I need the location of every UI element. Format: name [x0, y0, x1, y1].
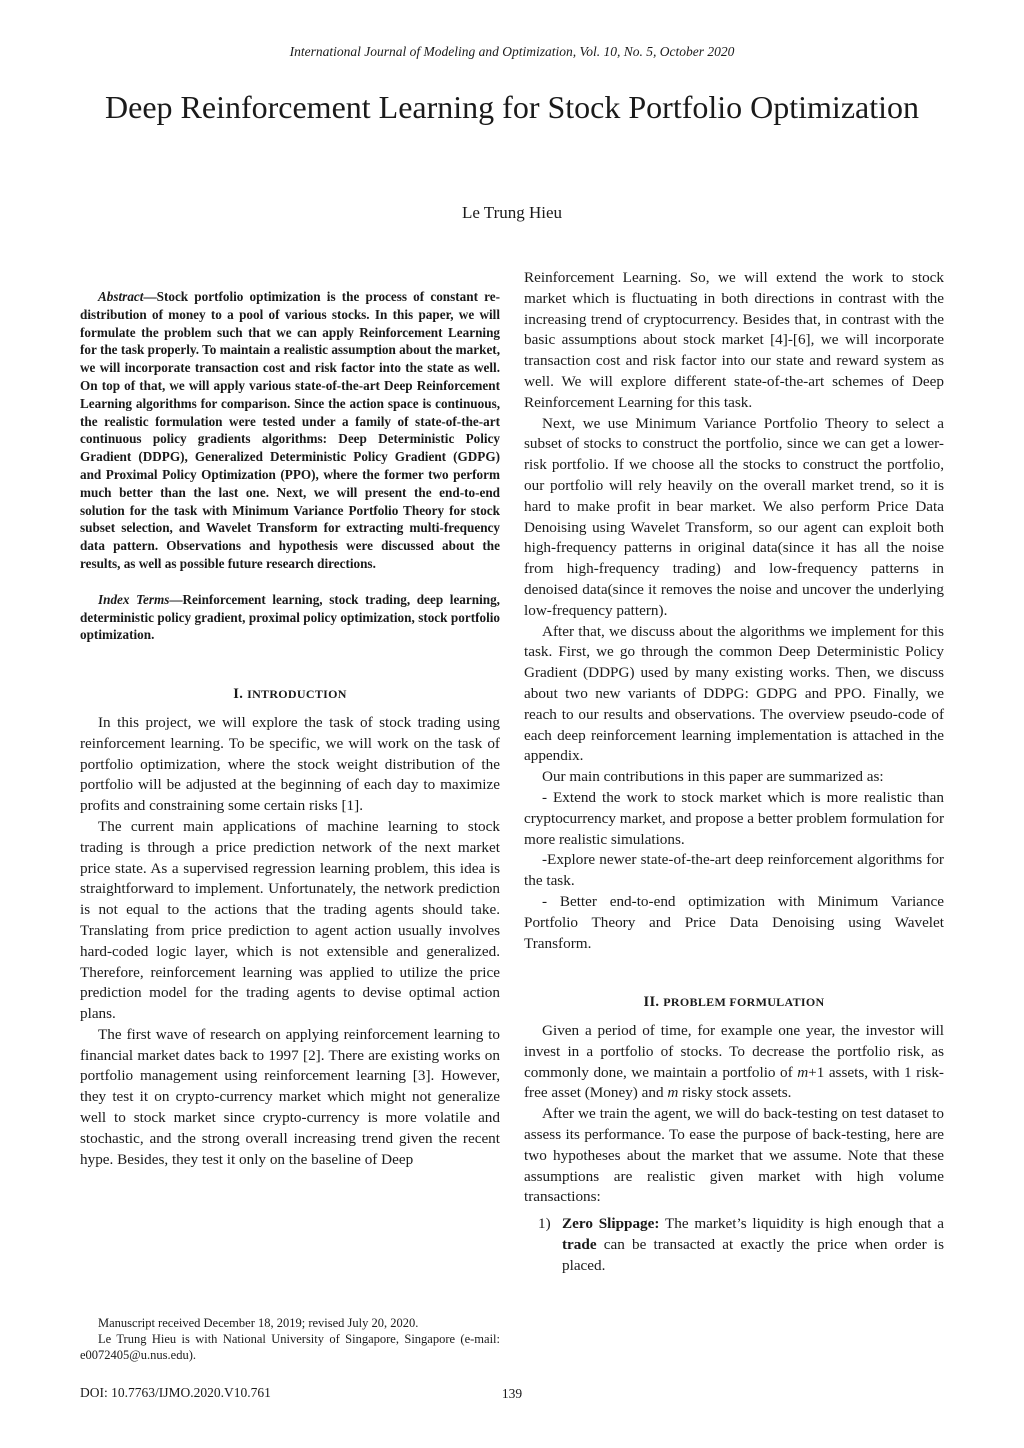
assumption-item — [524, 1214, 944, 1276]
index-terms-label: Index Terms — [98, 591, 170, 607]
text-run: The market’s liquidity is high enough that a — [659, 1215, 944, 1233]
intro-paragraph: The first wave of research on applying reinforcement learning to financial market dates back to 1997 [2]. There are existing works on portfolio management using reinforcement learning [3]. However, they test it on crypto-currency market which might not generalize well to stock market since crypto-currency is more volatile and stochastic, and the strong overall increasing trend given the recent hype. Besides, they test it only on the baseline of Deep — [80, 1025, 500, 1168]
list-number: 1) — [538, 1215, 551, 1233]
text-run: trade — [562, 1236, 597, 1254]
section-title: INTRODUCTION — [247, 687, 347, 702]
section-heading-introduction — [80, 684, 500, 705]
intro-continued-paragraph: Reinforcement Learning. So, we will extend the work to stock market which is fluctuating in both directions in contrast with the increasing trend of cryptocurrency. Besides that, in contrast with the basic assumptions about stock market [4]-[6], we will incorporate transaction cost and risk factor into our state and reward system as well. We will explore different state-of-the-art schemes of Deep Reinforcement Learning for this task. — [524, 269, 944, 411]
abstract-text: —Stock portfolio optimization is the process of constant re-distribution of money to a pool of various stocks. In this paper, we will formulate the problem such that we can apply Reinforcement Learning for the task properly. To maintain a realistic assumption about the market, we will incorporate transaction cost and risk factor into the state as well. On top of that, we will apply various state-of-the-art Deep Reinforcement Learning algorithms for comparison. Since the action space is continuous, the realistic formulation were tested under a family of state-of-the-art continuous policy gradients algorithms: Deep Deterministic Policy Gradient (DDPG), Generalized Deterministic Policy Gradient (GDPG) and Proximal Policy Optimization (PPO), where the former two perform much better than the last one. Next, we will present the end-to-end solution for the task with Minimum Variance Portfolio Theory for stock subset selection, and Wavelet Transform for extracting multi-frequency data pattern. Observations and hypothesis were discussed about the results, as well as possible future research directions. — [80, 289, 500, 571]
section-heading-problem-formulation — [524, 992, 944, 1013]
index-terms-text: —Reinforcement learning, stock trading, deep learning, deterministic policy gradient, proximal policy optimization, stock portfolio optimization. — [80, 591, 500, 643]
abstract — [80, 288, 500, 573]
math-var: m — [667, 1084, 679, 1102]
footnote-affiliation: Le Trung Hieu is with National University of Singapore, Singapore (e-mail: e0072405@u.nus.edu). — [80, 1332, 500, 1362]
intro-paragraph: Next, we use Minimum Variance Portfolio Theory to select a subset of stocks to construct the portfolio, since we can get a lower-risk portfolio. If we choose all the stocks to construct the portfolio, our portfolio will rely heavily on the overall market trend, so it is hard to make profit in bear market. We also perform Price Data Denoising using Wavelet Transform, so our agent can exploit both high-frequency patterns in original data(since it has all the noise from high-frequency trading) and low-frequency patterns in denoised data(since it removes the noise and uncover the underlying low-frequency pattern). — [524, 414, 944, 619]
intro-paragraph: In this project, we will explore the task of stock trading using reinforcement learning. To be specific, we will work on the task of portfolio optimization, where the stock weight distribution of the portfolio will be adjusted at the beginning of each day to maximize profits and constraining some certain risks [1]. — [80, 713, 500, 815]
section-numeral: II. — [643, 994, 660, 1011]
assumption-list — [524, 1214, 944, 1276]
contribution-item: -Explore newer state-of-the-art deep reinforcement algorithms for the task. — [524, 851, 944, 890]
right-column — [524, 268, 944, 1277]
doi: DOI: 10.7763/IJMO.2020.V10.761 — [80, 1385, 271, 1400]
section-numeral: I. — [233, 686, 244, 703]
author-name: Le Trung Hieu — [461, 203, 563, 222]
footnote-received: Manuscript received December 18, 2019; revised July 20, 2020. — [98, 1316, 419, 1330]
footnotes — [80, 1315, 500, 1363]
journal-header: International Journal of Modeling and Optimization, Vol. 10, No. 5, October 2020 — [289, 44, 735, 59]
text-run: Given a period of time, for example one year, the investor will invest in a portfolio of stocks. To decrease the portfolio risk, as commonly done, we maintain a portfolio of — [524, 1022, 944, 1081]
text-run: +1 assets, with 1 risk-free asset (Money) and — [524, 1063, 944, 1102]
left-column — [80, 268, 500, 1170]
assumption-label: Zero Slippage: — [562, 1215, 660, 1233]
intro-paragraph: After that, we discuss about the algorithms we implement for this task. First, we go through the common Deep Deterministic Policy Gradient (DDPG) used by many existing works. Then, we discuss about two new variants of DDPG: GDPG and PPO. Finally, we reach to our results and observations. The overview pseudo-code of each deep reinforcement learning implementation is attached in the appendix. — [524, 622, 944, 765]
problem-paragraph: After we train the agent, we will do back-testing on test dataset to assess its performance. To ease the purpose of back-testing, here are two hypotheses about the market that we assume. Note that these assumptions are realistic given market with high volume transactions: — [524, 1105, 944, 1206]
math-var: m — [797, 1063, 809, 1081]
paper-title: Deep Reinforcement Learning for Stock Portfolio Optimization — [105, 89, 919, 125]
text-run: risky stock assets. — [678, 1084, 792, 1102]
problem-paragraph — [524, 1021, 944, 1104]
abstract-label: Abstract — [98, 289, 144, 304]
text-run: can be transacted at exactly the price when order is placed. — [562, 1236, 944, 1274]
page-number: 139 — [501, 1386, 523, 1401]
section-title: PROBLEM FORMULATION — [663, 995, 825, 1010]
index-terms — [80, 591, 500, 644]
contribution-item: - Better end-to-end optimization with Minimum Variance Portfolio Theory and Price Data Denoising using Wavelet Transform. — [524, 892, 944, 952]
intro-paragraph: The current main applications of machine learning to stock trading is through a price prediction network of the next market price state. As a supervised regression learning problem, this idea is straightforward to implement. Unfortunately, the network prediction is not equal to the actions that the trading agents should take. Translating from price prediction to agent action usually involves hard-coded logic layer, which is not extensible and generalized. Therefore, reinforcement learning was applied to utilize the price prediction model for the trading agents to devise optimal action plans. — [80, 817, 500, 1023]
contributions-intro: Our main contributions in this paper are summarized as: — [542, 768, 884, 786]
contribution-item: - Extend the work to stock market which is more realistic than cryptocurrency market, and propose a better problem formulation for more realistic simulations. — [524, 788, 944, 848]
